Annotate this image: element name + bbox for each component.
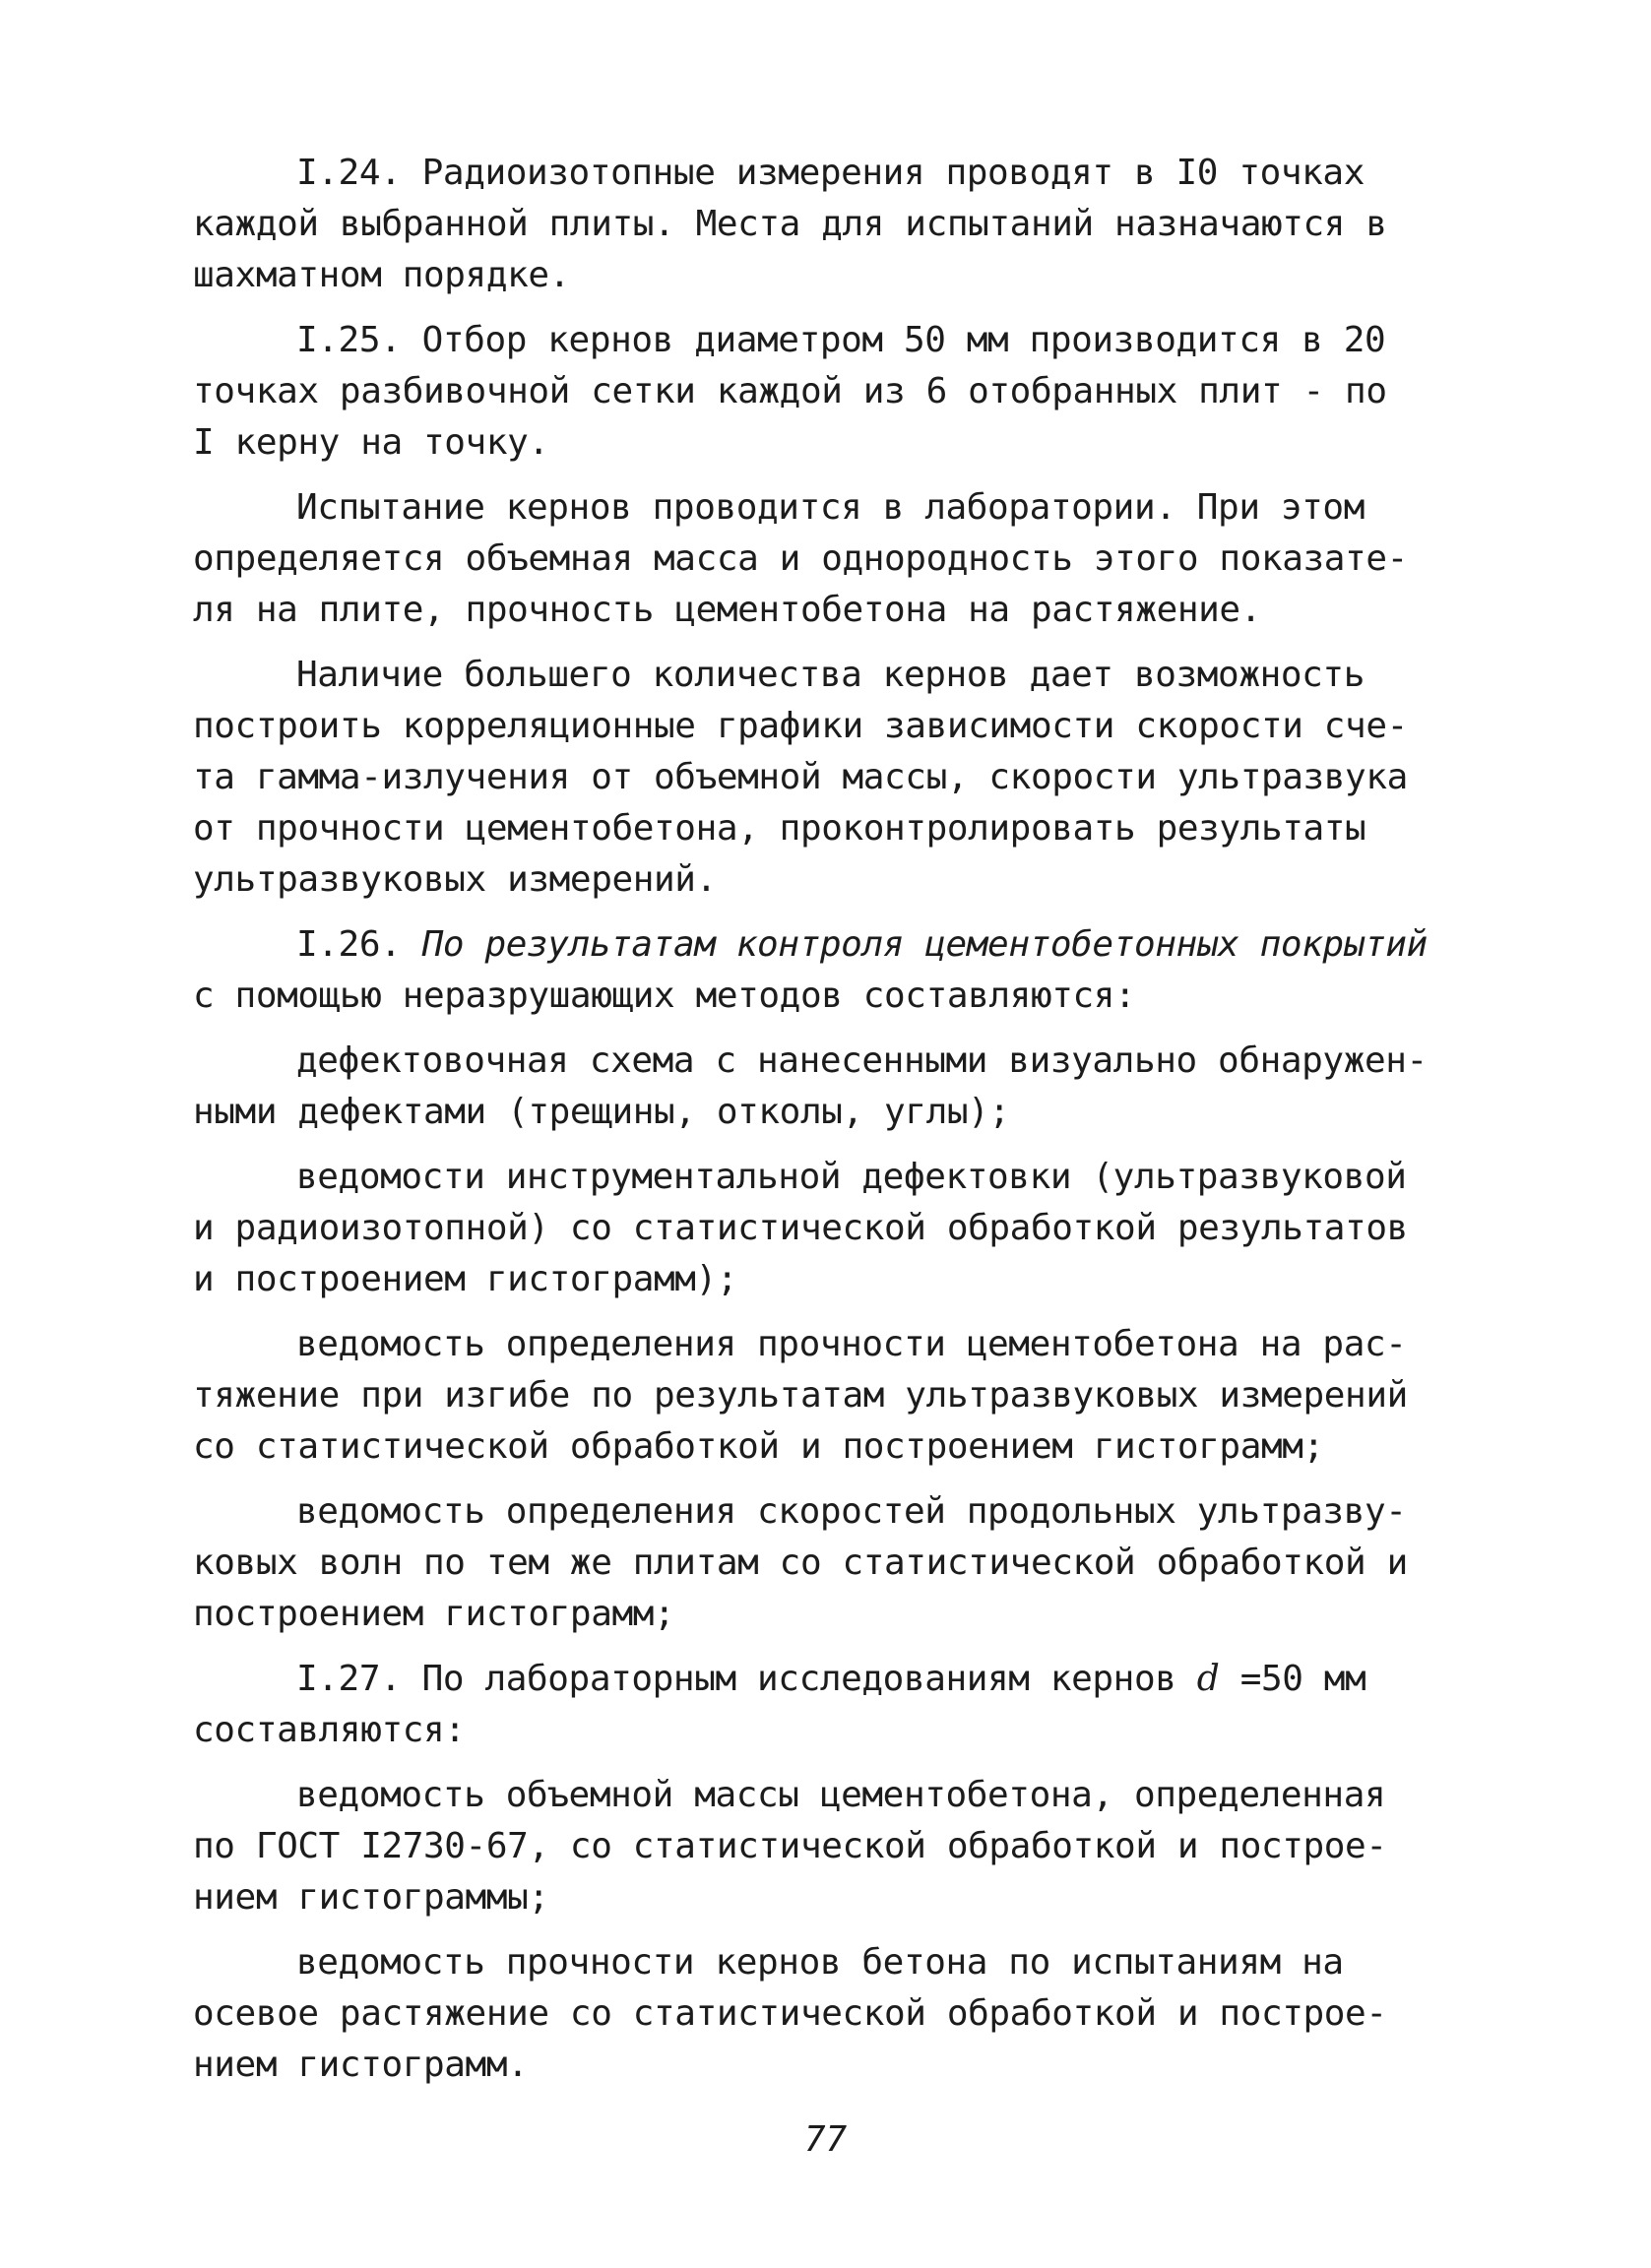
clause-number: I.26. xyxy=(296,924,422,965)
text-line: шахматном порядке. xyxy=(193,255,570,295)
text-line: ультразвуковых измерений. xyxy=(193,859,717,900)
text-line: каждой выбранной плиты. Места для испытаний назначаются в xyxy=(193,204,1387,244)
text-line: ведомость определения прочности цементобетона на рас- xyxy=(296,1324,1407,1364)
text-line: I.25. Отбор кернов диаметром 50 мм производится в 20 xyxy=(296,320,1386,360)
text-line xyxy=(193,919,1428,971)
paragraph-correlation xyxy=(193,650,1414,906)
text-line: I.24. Радиоизотопные измерения проводят в I0 точках xyxy=(296,153,1365,193)
diameter-value: =50 мм xyxy=(1219,1659,1366,1699)
list-item-instrumental-sheets xyxy=(193,1152,1414,1305)
text-line: Наличие большего количества кернов дает возможность xyxy=(296,655,1365,695)
text-line: от прочности цементобетона, проконтролировать результаты xyxy=(193,808,1366,849)
text-line: и радиоизотопной) со статистической обработкой результатов xyxy=(193,1208,1408,1248)
text-line: составляются: xyxy=(193,1710,466,1750)
text-line: осевое растяжение со статистической обработкой и построе- xyxy=(193,1993,1387,2034)
list-item-strength-sheet xyxy=(193,1319,1414,1473)
text-line: ными дефектами (трещины, отколы, углы); xyxy=(193,1092,1010,1132)
list-item-defect-scheme xyxy=(193,1036,1428,1138)
text-line: I керну на точку. xyxy=(193,422,549,463)
paragraph-1-27 xyxy=(193,1654,1414,1756)
text-line xyxy=(193,1654,1414,1705)
paragraph-1-26 xyxy=(193,919,1428,1022)
text-line: ковых волн по тем же плитам со статистической обработкой и xyxy=(193,1543,1408,1583)
clause-text: I.27. По лабораторным исследованиям кернов xyxy=(296,1659,1197,1699)
paragraph-core-testing xyxy=(193,482,1414,636)
diameter-symbol: d xyxy=(1196,1659,1220,1699)
text-line: по ГОСТ I2730-67, со статистической обработкой и построе- xyxy=(193,1826,1387,1866)
text-line: ля на плите, прочность цементобетона на растяжение. xyxy=(193,590,1261,630)
text-line: определяется объемная масса и однородность этого показате- xyxy=(193,538,1408,579)
text-line: со статистической обработкой и построением гистограмм; xyxy=(193,1426,1324,1467)
text-line: ведомость определения скоростей продольных ультразву- xyxy=(296,1491,1407,1532)
list-item-density-sheet xyxy=(193,1770,1414,1923)
list-item-velocity-sheet xyxy=(193,1486,1414,1640)
text-line: Испытание кернов проводится в лаборатории. При этом xyxy=(296,487,1365,528)
text-line: точках разбивочной сетки каждой из 6 отобранных плит - по xyxy=(193,371,1387,411)
text-line: тяжение при изгибе по результатам ультразвуковых измерений xyxy=(193,1375,1408,1416)
paragraph-1-25 xyxy=(193,315,1414,469)
italic-heading-text: По результатам контроля цементобетонных покрытий xyxy=(421,924,1428,965)
page-number: 77 xyxy=(803,2119,848,2160)
text-line: та гамма-излучения от объемной массы, скорости ультразвука xyxy=(193,757,1408,797)
text-line: дефектовочная схема с нанесенными визуально обнаружен- xyxy=(296,1040,1428,1081)
list-item-core-strength-sheet xyxy=(193,1937,1414,2091)
text-line: построить корреляционные графики зависимости скорости сче- xyxy=(193,706,1408,746)
paragraph-1-24 xyxy=(193,148,1414,301)
text-line: ведомости инструментальной дефектовки (ультразвуковой xyxy=(296,1157,1407,1197)
text-line: нием гистограммы; xyxy=(193,1877,549,1918)
text-line: с помощью неразрушающих методов составляются: xyxy=(193,976,1136,1016)
body-text xyxy=(193,148,1428,2105)
text-line: и построением гистограмм); xyxy=(193,1259,738,1299)
text-line: построением гистограмм; xyxy=(193,1594,675,1634)
text-line: ведомость объемной массы цементобетона, определенная xyxy=(296,1775,1386,1815)
text-line: нием гистограмм. xyxy=(193,2045,529,2085)
text-line: ведомость прочности кернов бетона по испытаниям на xyxy=(296,1942,1344,1983)
